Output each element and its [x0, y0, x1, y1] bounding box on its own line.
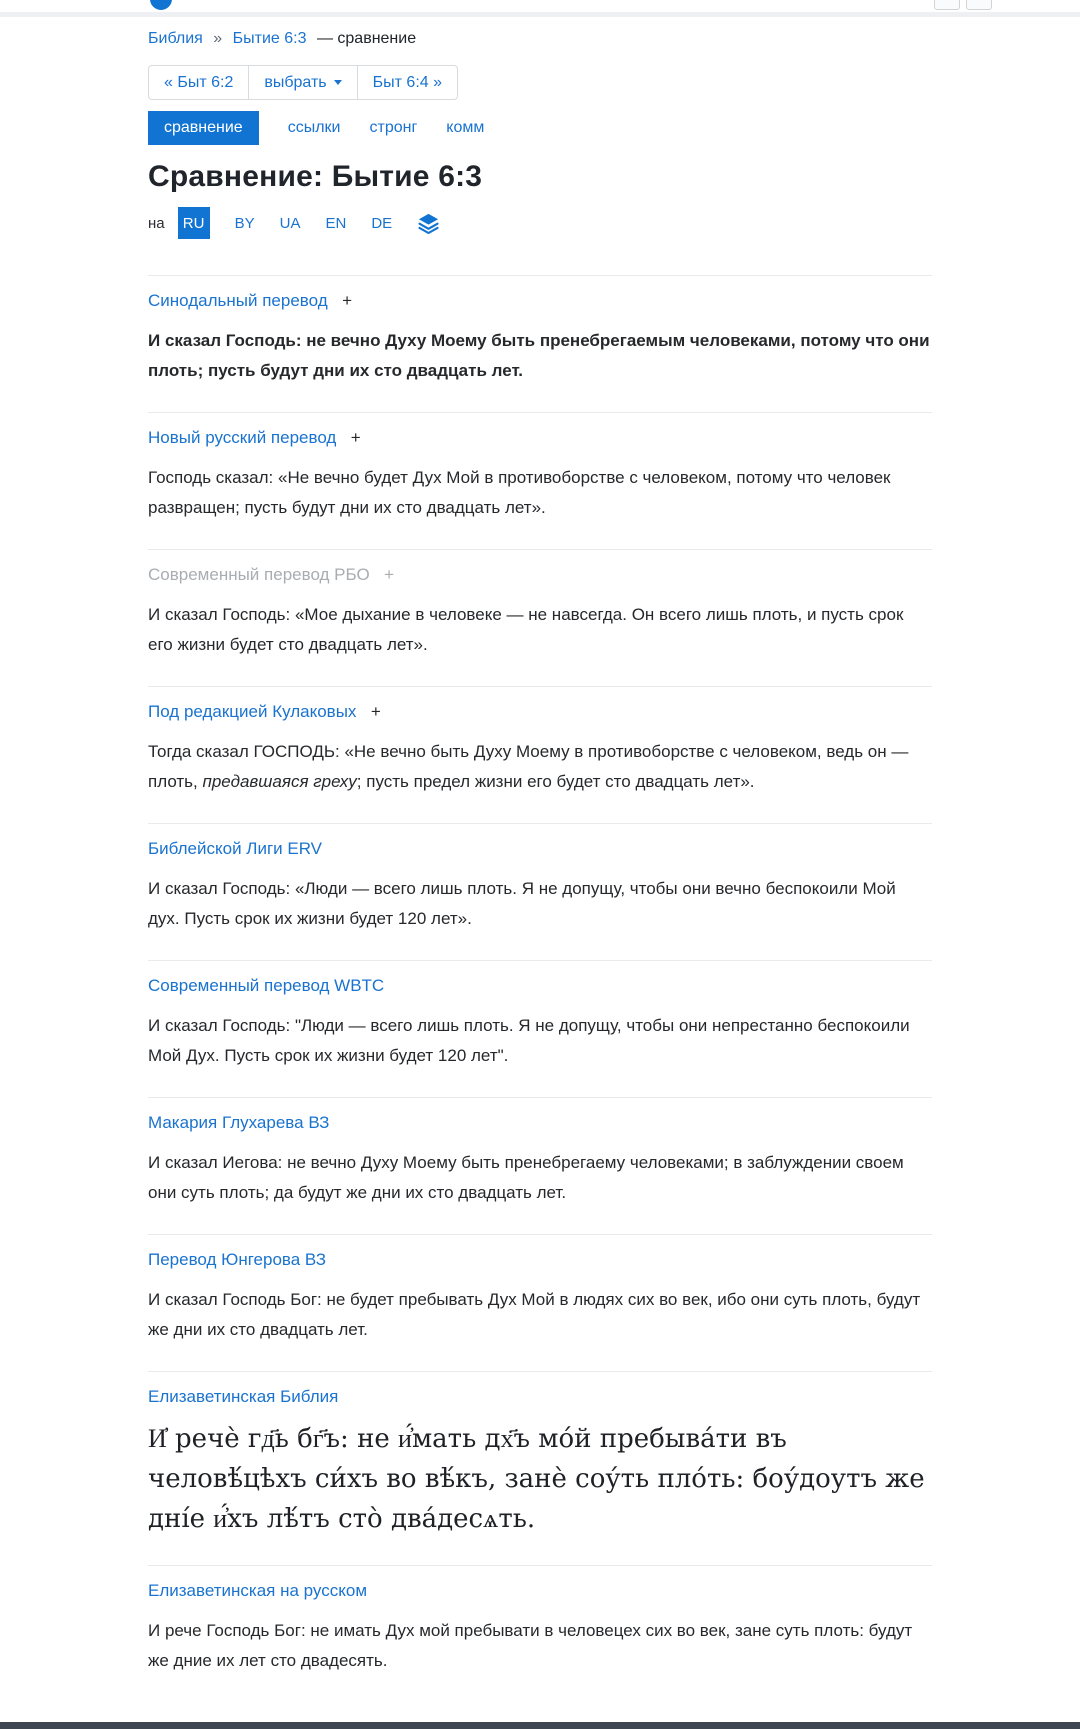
translation-title-link[interactable]: Под редакцией Кулаковых: [148, 702, 357, 721]
select-verse-button[interactable]: [248, 65, 357, 100]
select-verse-label: выбрать: [264, 74, 327, 91]
verse-text: И сказал Господь: не вечно Духу Моему быть пренебрегаемым человеками, потому что они плоть; пусть будут дни их сто двадцать лет.: [148, 331, 930, 380]
breadcrumb: [148, 30, 932, 48]
next-verse-button[interactable]: Быт 6:4 »: [357, 65, 458, 100]
header-shadow: [0, 12, 1080, 17]
header-button-partial[interactable]: [966, 0, 992, 10]
language-ua[interactable]: UA: [279, 214, 301, 232]
translation-section-wbtc: [148, 960, 932, 1097]
translation-title-link[interactable]: Елизаветинская Библия: [148, 1387, 339, 1406]
language-en[interactable]: EN: [325, 214, 347, 232]
translation-section-nrt: [148, 412, 932, 549]
verse-text: [148, 737, 932, 797]
language-bar: [148, 207, 932, 239]
chevron-down-icon: [334, 80, 342, 85]
site-header-partial: [0, 0, 1080, 12]
verse-text: И рече Господь Бог: не имать Дух мой пребывати в человецех сих во век, зане суть плоть: будут же дние их лет сто двадесять.: [148, 1621, 913, 1670]
verse-text: И сказал Иегова: не вечно Духу Моему быть пренебрегаему человеками; в заблуждении своем они суть плоть; да будут же дни их сто двадцать лет.: [148, 1153, 904, 1202]
add-translation-button[interactable]: +: [350, 428, 361, 447]
translation-section-elizabethan: [148, 1371, 932, 1565]
breadcrumb-link-verse[interactable]: Бытие 6:3: [232, 30, 307, 47]
translation-section-rbo: [148, 549, 932, 686]
tab-comparison[interactable]: сравнение: [148, 111, 259, 145]
translation-title-link[interactable]: Макария Глухарева ВЗ: [148, 1113, 330, 1132]
translation-section-synodal: [148, 275, 932, 412]
add-translation-button[interactable]: +: [384, 565, 395, 584]
language-by[interactable]: BY: [234, 214, 255, 232]
translations-layers-icon[interactable]: [417, 212, 440, 235]
language-prefix-label: на: [148, 214, 165, 232]
translation-section-erv: [148, 823, 932, 960]
verse-text-part: Тогда сказал ГОСПОДЬ: «Не вечно быть Духу Моему в противоборстве с человеком, ведь он — плоть,: [148, 742, 909, 791]
translation-section-kulakov: [148, 686, 932, 823]
translations-list: [148, 275, 932, 1702]
verse-text-italic: предавшаяся греху: [202, 772, 357, 791]
header-button-partial[interactable]: [934, 0, 960, 10]
translation-title-link[interactable]: Новый русский перевод: [148, 428, 337, 447]
site-logo-icon[interactable]: [150, 0, 172, 10]
breadcrumb-current: — сравнение: [316, 30, 417, 47]
translation-title-link[interactable]: Перевод Юнгерова ВЗ: [148, 1250, 326, 1269]
translation-section-elizabethan-ru: [148, 1565, 932, 1702]
language-de[interactable]: DE: [371, 214, 393, 232]
verse-text-church-slavonic: И҆ речѐ гд҃ь бг҃ъ: не и҆́мать дх҃ъ мо́й пребыва́ти въ человѣ́цѣхъ си́хъ во вѣ́къ, занѐ соу́ть пло́ть: боу́доутъ же дні́е и҆́хъ лѣ́тъ сто̀ два́десѧть.: [148, 1424, 925, 1534]
verse-text: И сказал Господь: «Люди — всего лишь плоть. Я не допущу, чтобы они вечно беспокоили Мой дух. Пусть срок их жизни будет 120 лет».: [148, 879, 896, 928]
breadcrumb-separator: »: [213, 30, 223, 47]
verse-text: И сказал Господь: «Мое дыхание в человеке — не навсегда. Он всего лишь плоть, и пусть срок его жизни будет сто двадцать лет».: [148, 605, 904, 654]
verse-text-part: ; пусть предел жизни его будет сто двадцать лет».: [356, 772, 755, 791]
translation-title-link[interactable]: Елизаветинская на русском: [148, 1581, 368, 1600]
translation-section-makariy: [148, 1097, 932, 1234]
breadcrumb-link-bible[interactable]: Библия: [148, 30, 203, 47]
tab-references[interactable]: ссылки: [287, 119, 341, 136]
translation-title-link[interactable]: Современный перевод РБО: [148, 565, 370, 584]
tab-commentary[interactable]: комм: [446, 119, 485, 136]
page-title: Сравнение: Бытие 6:3: [148, 160, 483, 193]
add-translation-button[interactable]: +: [370, 702, 381, 721]
verse-text: И сказал Господь: "Люди — всего лишь плоть. Я не допущу, чтобы они непрестанно беспокоили Мой Дух. Пусть срок их жизни будет 120 лет".: [148, 1016, 910, 1065]
add-translation-button[interactable]: +: [342, 291, 353, 310]
language-ru[interactable]: RU: [178, 207, 210, 239]
translation-title-link[interactable]: Современный перевод WBTC: [148, 976, 385, 995]
translation-title-link[interactable]: Синодальный перевод: [148, 291, 328, 310]
translation-section-yungerov: [148, 1234, 932, 1371]
translation-title-link[interactable]: Библейской Лиги ERV: [148, 839, 323, 858]
prev-verse-button[interactable]: « Быт 6:2: [148, 65, 249, 100]
view-tabs: [148, 111, 932, 145]
verse-navigation: [148, 65, 458, 100]
verse-text: Господь сказал: «Не вечно будет Дух Мой в противоборстве с человеком, потому что человек развращен; пусть будут дни их сто двадцать лет».: [148, 468, 891, 517]
tab-strong[interactable]: стронг: [369, 119, 418, 136]
verse-text: И сказал Господь Бог: не будет пребывать Дух Мой в людях сих во век, ибо они суть плоть, будут же дни их сто двадцать лет.: [148, 1290, 921, 1339]
footer-bar-partial: [0, 1722, 1080, 1729]
